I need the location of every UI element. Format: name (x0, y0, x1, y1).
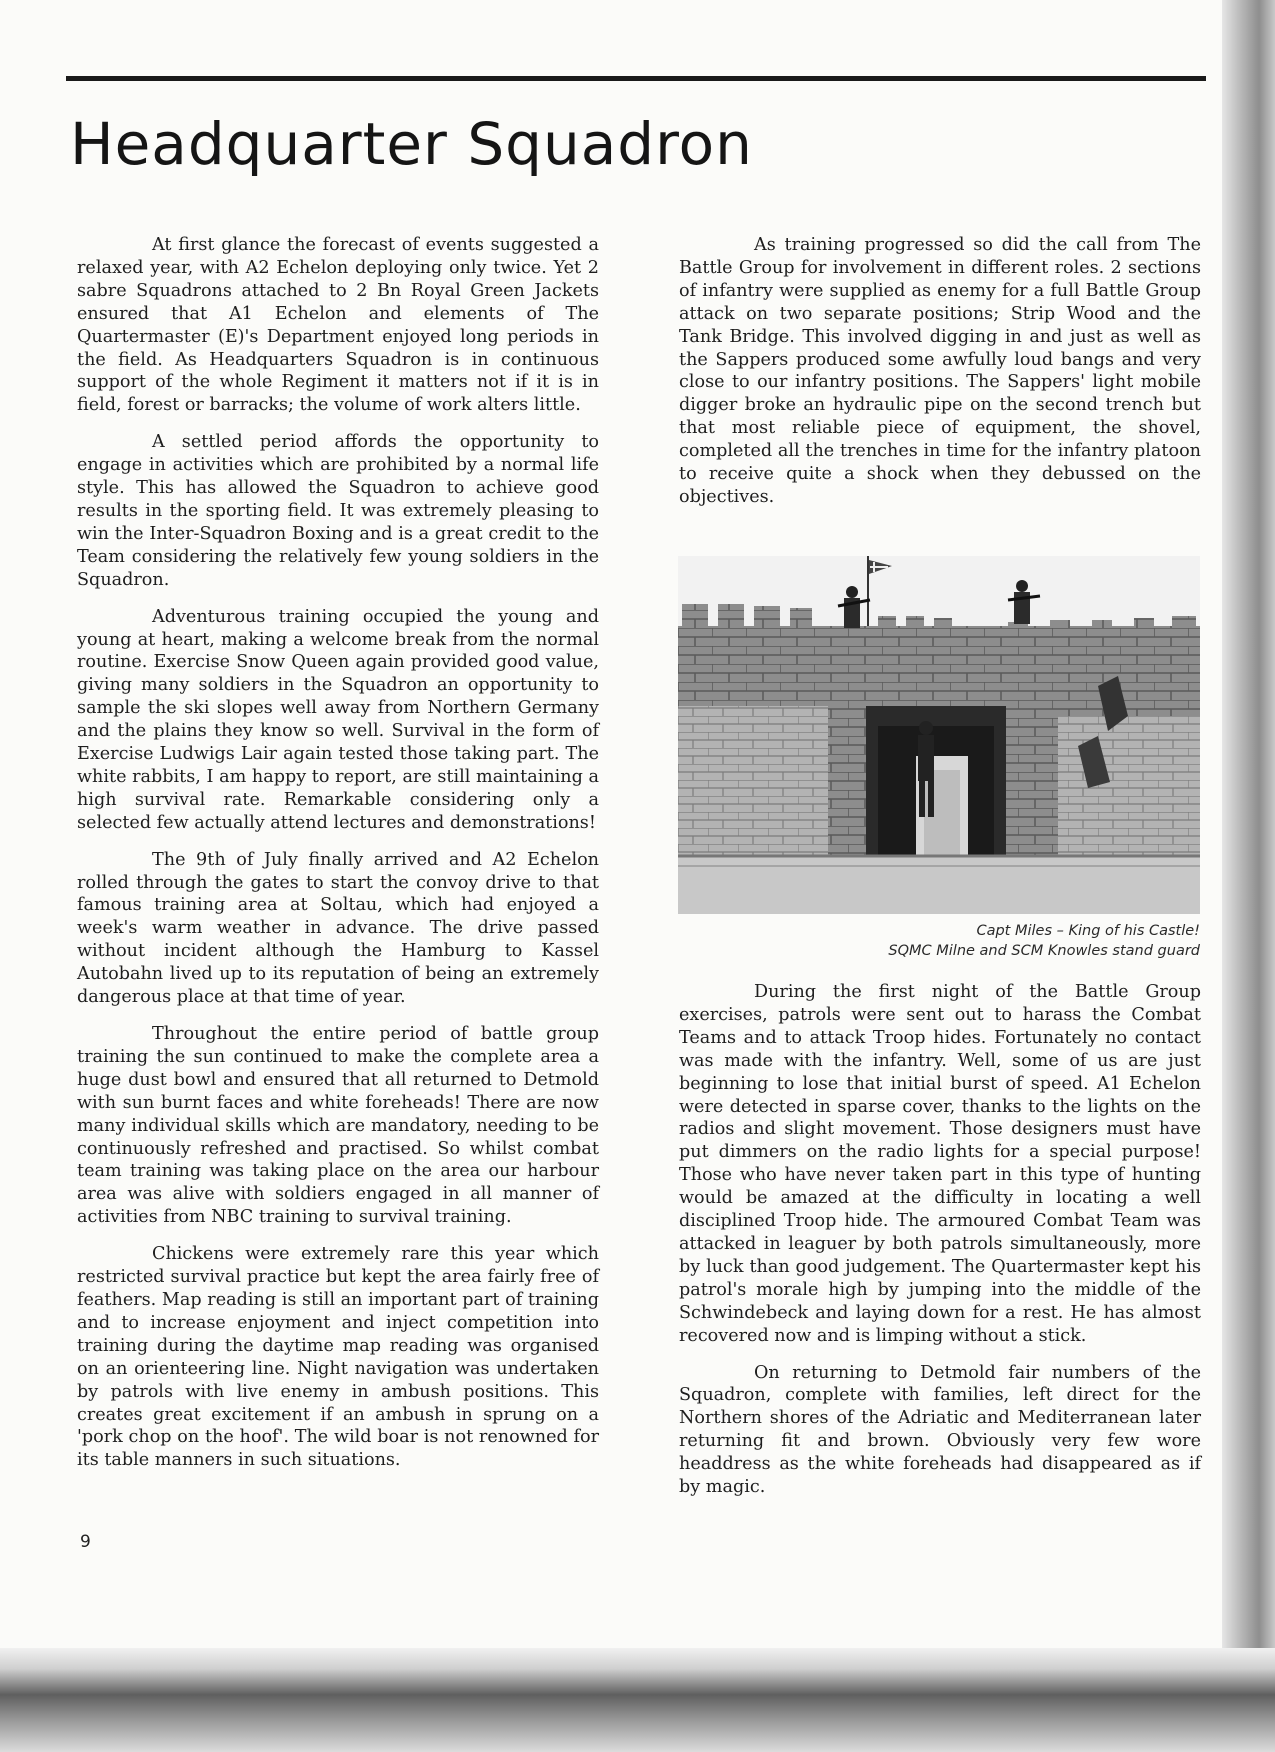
paragraph: During the first night of the Battle Group exercises, patrols were sent out to harass the Combat Teams and to attack Troop hides. Fortunately no contact was made with the infantry. Well, some of us are just beginning to lose that initial burst of speed. A1 Echelon were detected in sparse cover, thanks to the lights on the radios and slight movement. Those designers must have put dimmers on the radio lights for a special purpose! Those who have never taken part in this type of hunting would be amazed at the difficulty in locating a well disciplined Troop hide. The armoured Combat Team was attacked in leaguer by both patrols simultaneously, more by luck than good judgement. The Quartermaster kept his patrol's morale high by jumping into the middle of the Schwindebeck and laying down for a rest. He has almost recovered now and is limping without a stick. (679, 982, 1201, 1346)
caption-line: SQMC Milne and SCM Knowles stand guard (888, 943, 1200, 959)
page-title: Headquarter Squadron (70, 110, 753, 178)
photo-caption (678, 921, 1200, 961)
paragraph: On returning to Detmold fair numbers of the Squadron, complete with families, left direct for the Northern shores of the Adriatic and Mediterranean later returning fit and brown. Obviously very few wore headdress as the white foreheads had disappeared as if by magic. (679, 1362, 1201, 1498)
paragraph: A settled period affords the opportunity to engage in activities which are prohibited by a normal life style. This has allowed the Squadron to achieve good results in the sporting field. It was extremely pleasing to win the Inter-Squadron Boxing and is a great credit to the Team considering the relatively few young soldiers in the Squadron. (77, 432, 599, 590)
paragraph: At first glance the forecast of events suggested a relaxed year, with A2 Echelon deploying only twice. Yet 2 sabre Squadrons attached to 2 Bn Royal Green Jackets ensured that A1 Echelon and elements of The Quartermaster (E)'s Department enjoyed long periods in the field. As Headquarters Squadron is in continuous support of the whole Regiment it matters not if it is in field, forest or barracks; the volume of work alters little. (77, 235, 599, 416)
header-rule (66, 76, 1206, 81)
castle-photo (678, 556, 1200, 914)
paragraph: As training progressed so did the call from The Battle Group for involvement in different roles. 2 sections of infantry were supplied as enemy for a full Battle Group attack on two separate positions; Strip Wood and the Tank Bridge. This involved digging in and just as well as the Sappers produced some awfully loud bangs and very close to our infantry positions. The Sappers' light mobile digger broke an hydraulic pipe on the second trench but that most reliable piece of equipment, the shovel, completed all the trenches in time for the infantry platoon to receive quite a shock when they debussed on the objectives. (679, 235, 1201, 507)
paragraph: Adventurous training occupied the young and young at heart, making a welcome break from the normal routine. Exercise Snow Queen again provided good value, giving many soldiers in the Squadron an opportunity to sample the ski slopes well away from Northern Germany and the plains they know so well. Survival in the form of Exercise Ludwigs Lair again tested those taking part. The white rabbits, I am happy to report, are still maintaining a high survival rate. Remarkable considering only a selected few actually attend lectures and demonstrations! (77, 606, 599, 833)
paragraph: Chickens were extremely rare this year which restricted survival practice but kept the area fairly free of feathers. Map reading is still an important part of training and to increase enjoyment and inject competition into training during the daytime map reading was organised on an orienteering line. Night navigation was undertaken by patrols with live enemy in ambush positions. This creates great excitement if an ambush in sprung on a 'pork chop on the hoof'. The wild boar is not renowned for its table manners in such situations. (77, 1244, 599, 1471)
caption-line: Capt Miles – King of his Castle! (976, 923, 1200, 939)
paragraph: The 9th of July finally arrived and A2 Echelon rolled through the gates to start the convoy drive to that famous training area at Soltau, which had enjoyed a week's warm weather in advance. The drive passed without incident although the Hamburg to Kassel Autobahn lived up to its reputation of being an extremely dangerous place at that time of year. (77, 849, 599, 1008)
paragraph: Throughout the entire period of battle group training the sun continued to make the complete area a huge dust bowl and ensured that all returned to Detmold with sun burnt faces and white foreheads! There are now many individual skills which are mandatory, needing to be continuously refreshed and practised. So whilst combat team training was taking place on the area our harbour area was alive with soldiers engaged in all manner of activities from NBC training to survival training. (77, 1024, 599, 1228)
scan-edge-shadow-bottom (0, 1648, 1275, 1752)
right-column-bottom (679, 981, 1201, 1513)
right-column-top (679, 234, 1201, 523)
scan-edge-shadow-right (1222, 0, 1275, 1752)
page-number: 9 (80, 1532, 91, 1552)
left-column (77, 234, 599, 1486)
